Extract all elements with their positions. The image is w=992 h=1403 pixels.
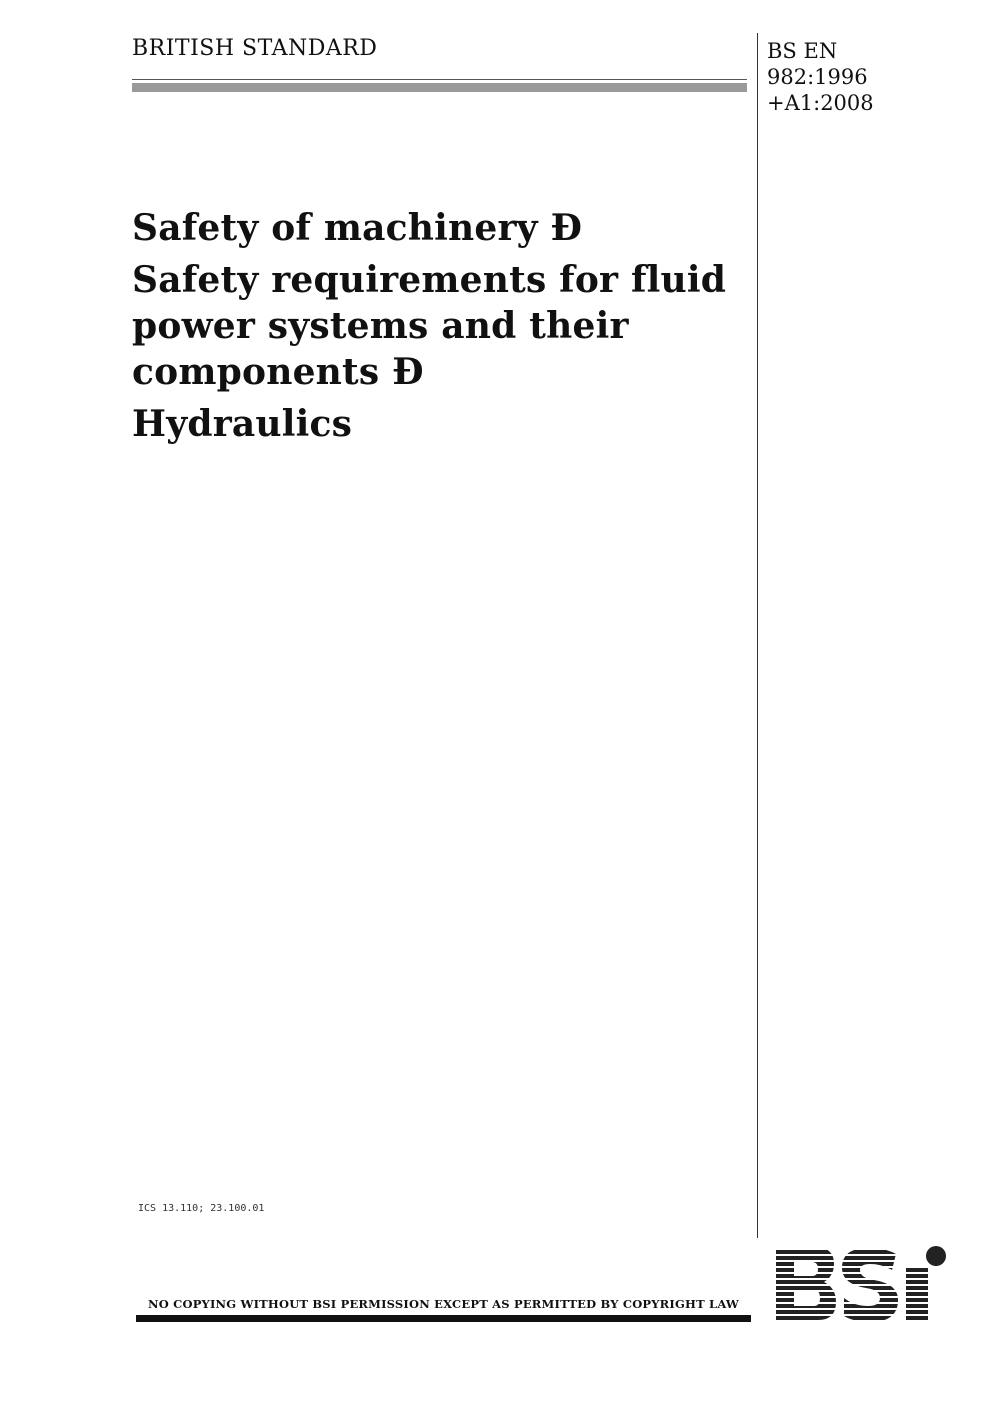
standard-number-line: +A1:2008: [767, 91, 874, 115]
copyright-notice: NO COPYING WITHOUT BSI PERMISSION EXCEPT AS PERMITTED BY COPYRIGHT LAW: [147, 1297, 740, 1311]
document-title: [132, 205, 752, 453]
title-line: components Ð: [132, 351, 424, 393]
bsi-logo-icon: [772, 1244, 950, 1324]
title-line: Safety of machinery Ð: [132, 207, 583, 249]
title-part-2: [132, 257, 752, 395]
header-rule-thin: [132, 79, 747, 80]
title-part-1: [132, 205, 752, 251]
standard-number-line: 982:1996: [767, 65, 868, 89]
standard-number: [767, 38, 874, 116]
margin-divider: [757, 33, 758, 1238]
document-type-label: BRITISH STANDARD: [132, 36, 378, 61]
header-rule-gray: [132, 83, 747, 92]
title-line: Hydraulics: [132, 403, 353, 445]
title-line: Safety requirements for fluid: [132, 259, 727, 301]
ics-code: ICS 13.110; 23.100.01: [138, 1203, 265, 1214]
title-line: power systems and their: [132, 305, 629, 347]
standard-number-line: BS EN: [767, 39, 838, 63]
title-part-3: [132, 401, 752, 447]
footer-rule: [136, 1315, 751, 1322]
